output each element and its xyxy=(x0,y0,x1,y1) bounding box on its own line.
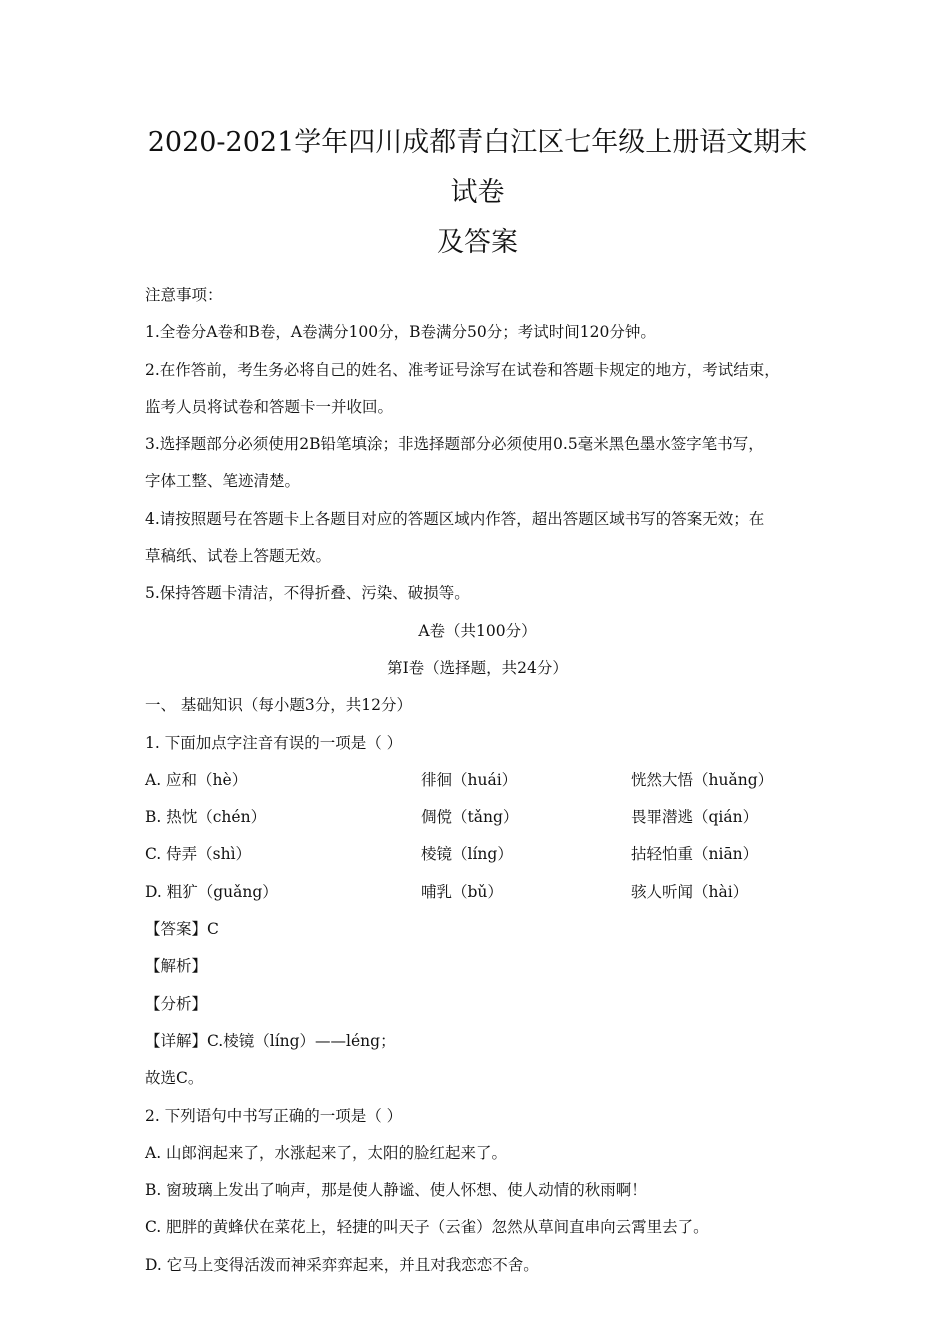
question-1-fenxi: 【分析】 xyxy=(145,994,208,1013)
title-line-1: 2020-2021学年四川成都青白江区七年级上册语文期末试卷 xyxy=(147,127,808,208)
notice-item-3-line-1: 3.选择题部分必须使用2B铅笔填涂；非选择题部分必须使用0.5毫米黑色墨水签字笔书写， xyxy=(145,435,764,454)
option-item: 徘徊（huái） xyxy=(421,770,518,789)
title-line-2: 及答案 xyxy=(437,227,518,258)
notice-item-2-line-2: 监考人员将试卷和答题卡一并收回。 xyxy=(145,397,394,416)
option-item: 哺乳（bǔ） xyxy=(421,882,503,901)
question-1-option-d xyxy=(145,874,810,911)
volume-a-heading: A卷（共100分） xyxy=(418,621,537,640)
question-2-option-d: D. 它马上变得活泼而神采弈弈起来，并且对我恋恋不舍。 xyxy=(145,1255,539,1274)
option-item: 棱镜（líng） xyxy=(421,845,513,864)
question-1-detail: 【详解】C.棱镜（líng）——léng； xyxy=(145,1031,396,1050)
basic-knowledge-heading: 一、 基础知识（每小题3分，共12分） xyxy=(145,696,413,715)
notice-item-1: 1.全卷分A卷和B卷，A卷满分100分，B卷满分50分；考试时间120分钟。 xyxy=(145,323,656,342)
question-1-jiexi: 【解析】 xyxy=(145,957,208,976)
part-one-heading: 第I卷（选择题，共24分） xyxy=(387,658,568,677)
question-2-stem: 2. 下列语句中书写正确的一项是（ ） xyxy=(145,1106,403,1125)
option-item: 畏罪潜逃（qián） xyxy=(631,808,759,827)
question-2-option-b: B. 窗玻璃上发出了响声，那是使人静谧、使人怀想、使人动情的秋雨啊！ xyxy=(145,1181,647,1200)
option-item: 恍然大悟（huǎng） xyxy=(631,770,774,789)
notice-item-5: 5.保持答题卡清洁，不得折叠、污染、破损等。 xyxy=(145,584,470,603)
question-1-conclusion: 故选C。 xyxy=(145,1069,204,1088)
question-2-option-c: C. 肥胖的黄蜂伏在菜花上，轻捷的叫天子（云雀）忽然从草间直串向云霄里去了。 xyxy=(145,1218,709,1237)
question-1-option-b xyxy=(145,799,810,836)
notice-item-2-line-1: 2.在作答前，考生务必将自己的姓名、准考证号涂写在试卷和答题卡规定的地方，考试结束， xyxy=(145,360,780,379)
option-item: B. 热忱（chén） xyxy=(145,808,267,827)
option-item: 拈轻怕重（niān） xyxy=(631,845,759,864)
question-1-option-a xyxy=(145,762,810,799)
question-1-option-c xyxy=(145,836,810,873)
question-1-stem: 1. 下面加点字注音有误的一项是（ ） xyxy=(145,733,403,752)
option-item: 骇人听闻（hài） xyxy=(631,882,749,901)
question-1-answer: 【答案】C xyxy=(145,920,219,939)
notice-item-4-line-2: 草稿纸、试卷上答题无效。 xyxy=(145,547,332,566)
option-item: A. 应和（hè） xyxy=(145,770,248,789)
option-item: D. 粗犷（guǎng） xyxy=(145,882,278,901)
notice-item-3-line-2: 字体工整、笔迹清楚。 xyxy=(145,472,301,491)
notice-heading: 注意事项： xyxy=(145,286,223,304)
notice-item-4-line-1: 4.请按照题号在答题卡上各题目对应的答题区域内作答，超出答题区域书写的答案无效；在 xyxy=(145,509,765,528)
option-item: 倜傥（tǎng） xyxy=(421,808,519,827)
document-title xyxy=(145,118,810,268)
option-item: C. 侍弄（shì） xyxy=(145,845,252,864)
question-2-option-a: A. 山郎润起来了，水涨起来了，太阳的脸红起来了。 xyxy=(145,1143,508,1162)
